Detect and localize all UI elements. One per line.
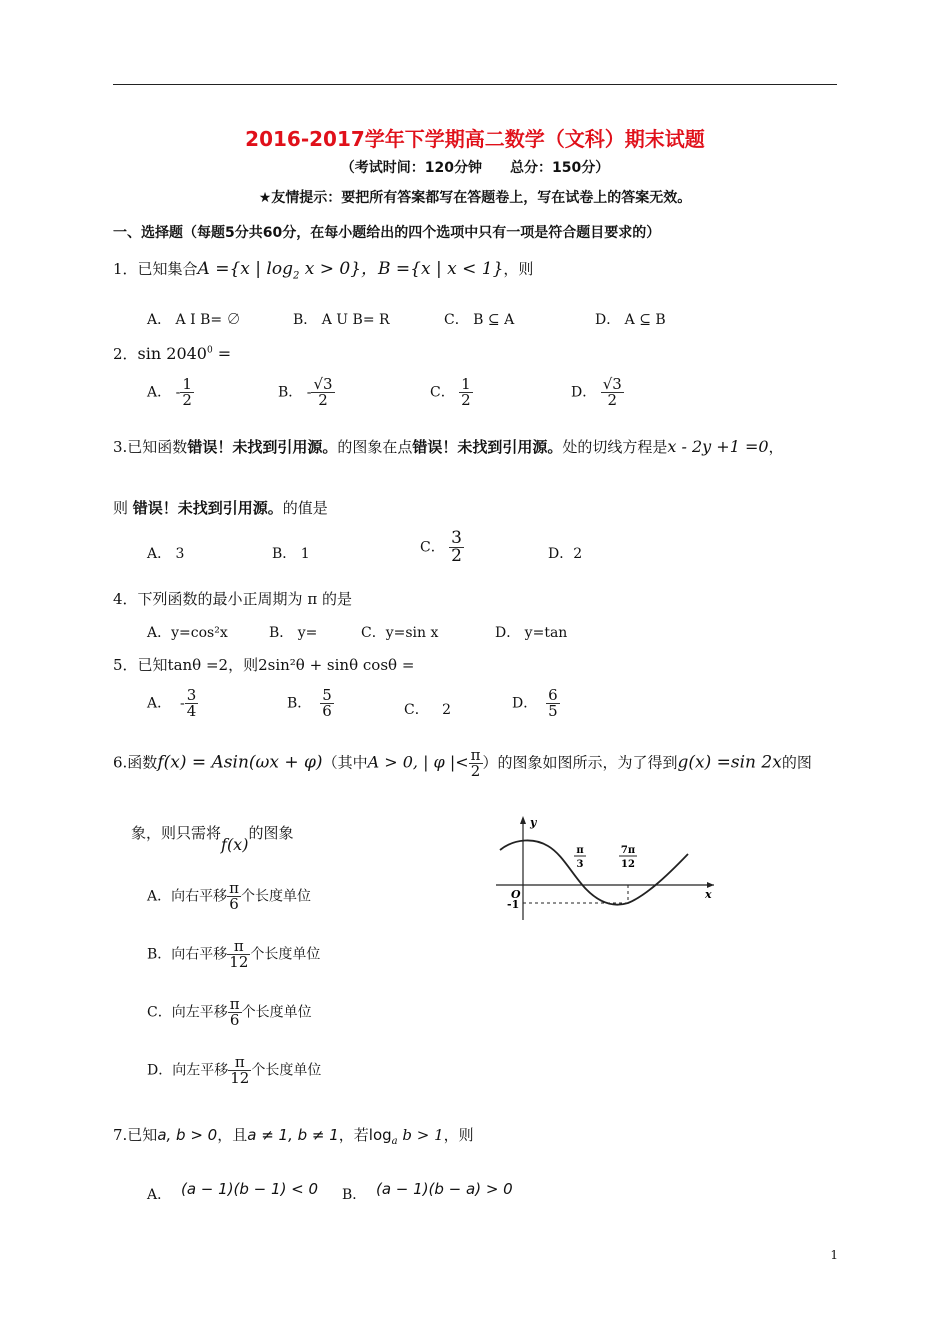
q3-option-d: D．2 [548, 546, 583, 562]
q2-option-b: B． - $\frac{√3}{2}$ [278, 375, 333, 409]
q6-option-a: A．向右平移 $\frac{\pi}{6}$ 个长度单位 [147, 879, 311, 913]
page-number: 1 [830, 1248, 838, 1262]
x-label: x [705, 888, 712, 901]
q1-setB: ，B ={x | x < 1} [361, 259, 504, 279]
question-6-line2: 象，则只需将f(x)的图象 [131, 824, 294, 854]
q7-option-b: (a − 1)(b − a) > 0 [376, 1180, 513, 1198]
question-4: 4．下列函数的最小正周期为 π 的是 [113, 590, 352, 608]
exam-tip: ★友情提示：要把所有答案都写在答题卷上，写在试卷上的答案无效。 [258, 190, 692, 206]
q3-tangent: x - 2y +1 =0 [667, 437, 769, 456]
q4-option-d: D． y=tan [495, 625, 568, 641]
q5-option-a: A． - $\frac{3}{4}$ [147, 686, 197, 720]
question-2: 2．$\sin 2040^0$ = [113, 344, 232, 363]
neg-one-label: -1 [507, 898, 520, 911]
q6-option-b: B．向右平移 $\frac{\pi}{12}$ 个长度单位 [147, 937, 321, 971]
q2-option-d: D． $\frac{√3}{2}$ [571, 375, 622, 409]
tick-7pi-12-den: 12 [621, 859, 635, 870]
sine-graph [490, 812, 720, 924]
q5-option-b: B． $\frac{5}{6}$ [287, 686, 332, 720]
origin-label: O [511, 888, 521, 901]
q3-option-a: A． 3 [147, 546, 185, 562]
q2-option-a: A． - $\frac{1}{2}$ [147, 375, 192, 409]
header-rule [113, 84, 837, 85]
q6-option-d: D．向左平移 $\frac{\pi}{12}$ 个长度单位 [147, 1053, 322, 1087]
sine-curve [500, 840, 688, 904]
q1-option-b: B． A U B= R [293, 312, 390, 328]
q5-option-d: D． $\frac{6}{5}$ [512, 686, 558, 720]
question-3-line2: 则 错误！未找到引用源。的值是 [113, 499, 328, 517]
y-axis-arrow [520, 816, 526, 824]
q6-option-c: C．向左平移 $\frac{\pi}{6}$ 个长度单位 [147, 995, 312, 1029]
tick-pi-3-den: 3 [576, 859, 584, 870]
q3-option-b: B． 1 [272, 546, 310, 562]
tick-7pi-12-num: 7π [620, 845, 636, 856]
tick-pi-3-num: π [576, 845, 584, 856]
q4-option-c: C．y=sin x [361, 625, 439, 641]
q5-option-c: C． 2 [404, 702, 451, 718]
q4-option-a: A．y=cos²x [147, 625, 228, 641]
section-heading: 一、选择题（每题5分共60分，在每小题给出的四个选项中只有一项是符合题目要求的） [113, 225, 661, 241]
q1-option-a: A． A I B= ∅ [147, 312, 241, 328]
q1-setA: A ={x | $\log_2 x > 0$} [197, 259, 362, 282]
exam-title: 2016-2017学年下学期高二数学（文科）期末试题 [245, 127, 705, 151]
q1-stem: 1．已知集合 [113, 260, 198, 278]
question-6: 6.函数f(x) = Asin(ωx + φ)（其中A > 0, | φ |< $\frac{\pi}{2}$ ）的图象如图所示，为了得到g(x) =sin 2x的图 [113, 746, 812, 780]
question-7: 7.已知a, b > 0，且a ≠ 1, b ≠ 1，若$\log_a b > 1$，则 [113, 1126, 474, 1147]
q3-option-c: C． $\frac{3}{2}$ [420, 528, 462, 566]
question-5: 5．已知tanθ =2，则2sin²θ + sinθ cosθ = [113, 656, 415, 674]
y-label: y [530, 816, 537, 829]
q7-option-a-label: A． [147, 1187, 172, 1203]
q4-option-b: B． y= [269, 625, 318, 641]
q1-option-d: D． A ⊆ B [595, 312, 666, 328]
question-1 [113, 254, 533, 281]
q2-option-c: C． $\frac{1}{2}$ [430, 375, 471, 409]
q7-option-a: (a − 1)(b − 1) < 0 [181, 1180, 319, 1198]
q7-option-b-label: B． [342, 1187, 367, 1203]
question-3: 3.已知函数错误！未找到引用源。的图象在点错误！未找到引用源。处的切线方程是x - 2y +1 =0， [113, 437, 784, 456]
q1-option-c: C． B ⊆ A [444, 312, 515, 328]
exam-subtitle: （考试时间：120分钟 总分：150分） [340, 160, 610, 176]
q1-tail: ，则 [503, 260, 534, 278]
q2-expr: $\sin 2040^0$ = [137, 344, 232, 363]
